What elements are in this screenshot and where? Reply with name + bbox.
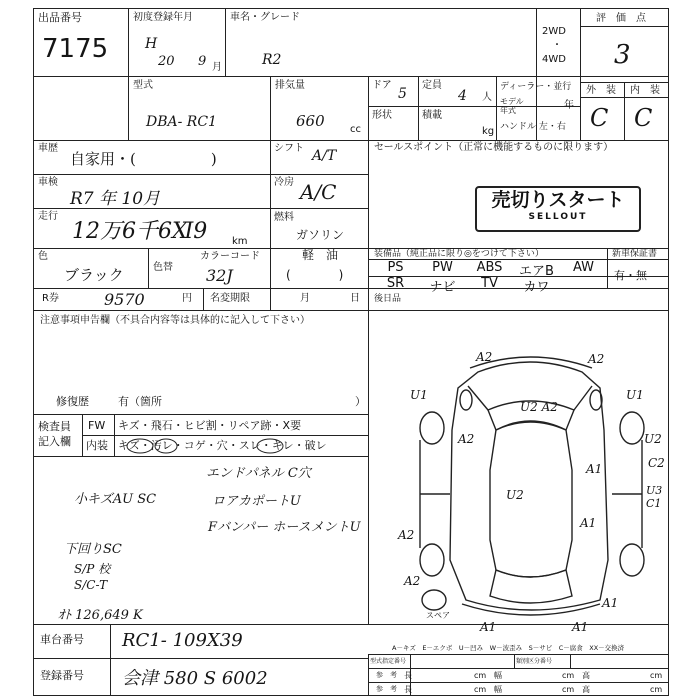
doors-label: ドア [372, 80, 392, 91]
left-doors [420, 440, 450, 548]
sellout-stamp-sub: SELLOUT [528, 212, 588, 222]
equipment-item: SR [386, 276, 405, 291]
equipment-item: ABS [476, 260, 503, 275]
rating-value: 3 [614, 40, 631, 70]
damage-mark: U1 [410, 388, 428, 402]
interior-insp-text: キズ・汚レ・コゲ・穴・スレ・キレ・破レ [118, 439, 327, 452]
km-unit: km [232, 236, 248, 247]
width-label: 幅 [494, 671, 502, 680]
damage-mark: U2 [644, 432, 662, 446]
damage-mark: U2 A2 [520, 400, 558, 414]
recycle-value: 9570 [104, 290, 145, 309]
rear-window [490, 570, 572, 603]
right-doors [612, 440, 642, 548]
handle-label: ハンドル 左・右 [500, 122, 566, 132]
repair-label: 修復歴 [56, 395, 89, 408]
divider [33, 658, 368, 659]
cc-unit: cc [350, 124, 361, 135]
divider [110, 624, 111, 696]
fw-text: キズ・飛石・ヒビ割・リペア跡・X要 [118, 419, 302, 432]
exterior-label: 外 装 [586, 85, 616, 96]
damage-mark: A1 [572, 620, 589, 634]
spare-tire [422, 590, 446, 610]
car-name: R2 [262, 52, 282, 68]
equipment-label: 装備品（純正品に限り◎をつけて下さい） [374, 249, 544, 259]
capacity-label: 定員 [422, 80, 442, 91]
fuel-label: 燃料 [274, 212, 294, 223]
model-year-label: モデル 年式 [500, 97, 524, 115]
displacement-value: 660 [296, 112, 325, 130]
dealer-label: ディーラー・並行 [500, 82, 572, 92]
equipment-item: AW [572, 260, 595, 275]
year-unit: 年 [564, 100, 574, 111]
history-label: 車歴 [38, 143, 58, 154]
first-reg-year: 20 [158, 54, 175, 69]
damage-mark: A2 [458, 432, 475, 446]
note-line-5: 下回りSC [64, 542, 122, 557]
wheel-front-right [620, 412, 644, 444]
note-line-4: 小キズAU SC [74, 492, 157, 507]
exterior-value: C [590, 104, 609, 132]
capacity-value: 4 [458, 88, 467, 104]
history-value: 自家用・( ) [70, 150, 217, 168]
note-line-6: S/P 校 [74, 562, 111, 576]
interior-label: 内 装 [630, 85, 660, 96]
damage-mark: A1 [480, 620, 497, 634]
notes-label: 注意事項申告欄（不具合内容等は具体的に記入して下さい） [40, 315, 310, 326]
damage-mark: A1 [586, 462, 603, 476]
chassis-value: RC1- 109X39 [122, 630, 243, 651]
height-unit-2: cm [650, 685, 663, 694]
interior-value: C [634, 104, 653, 132]
color-code-value: 32J [206, 266, 233, 285]
drive-2wd: 2WD [542, 26, 566, 37]
width-label-2: 幅 [494, 685, 502, 694]
warranty-label: 新車保証書 [612, 249, 658, 259]
note-line-7: S/C-T [74, 578, 108, 592]
color-label: 色 [38, 251, 48, 262]
len-label: 長 [404, 671, 412, 680]
len-unit-2: cm [474, 685, 487, 694]
inspection-value: R7 年 10月 [70, 189, 161, 209]
damage-mark: C2 [648, 456, 665, 470]
repair-close: ） [355, 395, 366, 408]
sales-label: セールスポイント（正常に機能するものに限ります） [374, 142, 614, 153]
first-reg-label: 初度登録年月 [133, 12, 193, 23]
reg-label: 登録番号 [40, 669, 84, 682]
roof-outline [490, 421, 572, 577]
sellout-stamp-main: 売切りスタート [491, 189, 625, 211]
note-line-2: ロアカポートU [212, 494, 301, 509]
note-line-8: ｵﾄ 126,649 K [58, 608, 143, 623]
name-change-day: 日 [350, 293, 360, 304]
rating-label: 評 価 点 [596, 13, 646, 24]
fuel-gasoline: ガソリン [296, 228, 345, 242]
recycle-label: R券 [42, 293, 59, 304]
equipment-item: PW [432, 260, 453, 275]
name-change-label: 名変期限 [210, 293, 250, 304]
inspector-label: 検査員 記入欄 [38, 420, 71, 448]
damage-mark: A2 [476, 350, 493, 364]
damage-mark: A2 [404, 574, 421, 588]
shape-label: 形状 [372, 110, 392, 121]
divider [514, 654, 515, 668]
first-reg-month: 9 [198, 54, 207, 69]
damage-mark: U1 [626, 388, 644, 402]
note-line-3: Fバンパー ホースメントU [208, 520, 361, 535]
shift-label: シフト [274, 143, 304, 154]
doors-value: 5 [398, 86, 407, 102]
repair-value: 有（箇所 [118, 395, 162, 408]
note-line-1: エンドパネル C穴 [206, 466, 311, 481]
aircon-value: A/C [300, 180, 337, 204]
damage-mark: A1 [580, 516, 597, 530]
fw-label: FW [88, 419, 106, 432]
divider [570, 654, 571, 668]
lot-label: 出品番号 [38, 11, 82, 24]
equipment-item: PS [387, 260, 404, 275]
post-install-label: 後日品 [374, 294, 402, 304]
len-unit: cm [474, 671, 487, 680]
height-unit: cm [650, 671, 663, 680]
color-value: ブラック [64, 266, 124, 284]
drive-dot: ・ [552, 40, 562, 51]
equipment-item: ナビ [429, 280, 456, 295]
spare-label: スペア [426, 611, 450, 620]
damage-mark: U3 C1 [646, 484, 663, 510]
mileage-label: 走行 [38, 211, 58, 222]
damage-mark: A1 [602, 596, 619, 610]
ref-label-1: 参 考 [376, 671, 397, 679]
aircon-label: 冷房 [274, 177, 294, 188]
equipment-item: TV [481, 276, 498, 291]
ref-label-2: 参 考 [376, 685, 397, 693]
class-no-label: 類別区分番号 [516, 658, 553, 665]
damage-mark: A2 [398, 528, 415, 542]
color-code-label: カラーコード [200, 251, 260, 262]
mirror-left [460, 390, 472, 410]
chassis-label: 車台番号 [40, 633, 84, 646]
mirror-right [590, 390, 602, 410]
wheel-rear-right [620, 544, 644, 576]
equipment-item: カワ [523, 280, 550, 295]
mileage-value: 12万6千6Ⅺ9 [72, 219, 208, 244]
capacity-unit: 人 [482, 92, 492, 103]
month-unit: 月 [212, 62, 222, 73]
shift-value: A/T [312, 148, 337, 164]
wheel-rear-left [420, 544, 444, 576]
kg-unit: kg [482, 126, 495, 137]
width-unit-2: cm [562, 685, 575, 694]
yen-unit: 円 [182, 293, 192, 304]
model-label: 型式 [133, 80, 153, 91]
divider [368, 668, 669, 669]
fuel-diesel: 軽 油 [302, 248, 339, 262]
color-change-label: 色替 [153, 262, 173, 273]
type-no-label: 型式指定番号 [370, 658, 407, 665]
lot-number: 7175 [42, 34, 109, 64]
divider [368, 682, 669, 683]
damage-legend: A－キズ E－エクボ U－凹み W－波歪み S－サビ C－腐食 XX－交換済 [392, 644, 625, 652]
fuel-other: ( ) [286, 268, 344, 282]
reg-value: 会津 580 S 6002 [122, 668, 268, 689]
len-label-2: 長 [404, 685, 412, 694]
warranty-value: 有・無 [614, 269, 647, 282]
drive-4wd: 4WD [542, 54, 566, 65]
displacement-label: 排気量 [275, 80, 305, 91]
damage-mark: A2 [588, 352, 605, 366]
height-label-2: 高 [582, 685, 590, 694]
divider [33, 624, 669, 625]
first-reg-era: H [145, 36, 158, 52]
load-label: 積載 [422, 110, 442, 121]
wheel-front-left [420, 412, 444, 444]
model-value: DBA- RC1 [146, 114, 217, 130]
inspection-label: 車検 [38, 177, 58, 188]
interior-insp-label: 内装 [86, 439, 108, 452]
width-unit: cm [562, 671, 575, 680]
height-label: 高 [582, 671, 590, 680]
equipment-item: エアB [519, 264, 554, 279]
name-change-month: 月 [300, 293, 310, 304]
car-name-label: 車名・グレード [230, 12, 300, 23]
damage-mark: U2 [506, 488, 524, 502]
